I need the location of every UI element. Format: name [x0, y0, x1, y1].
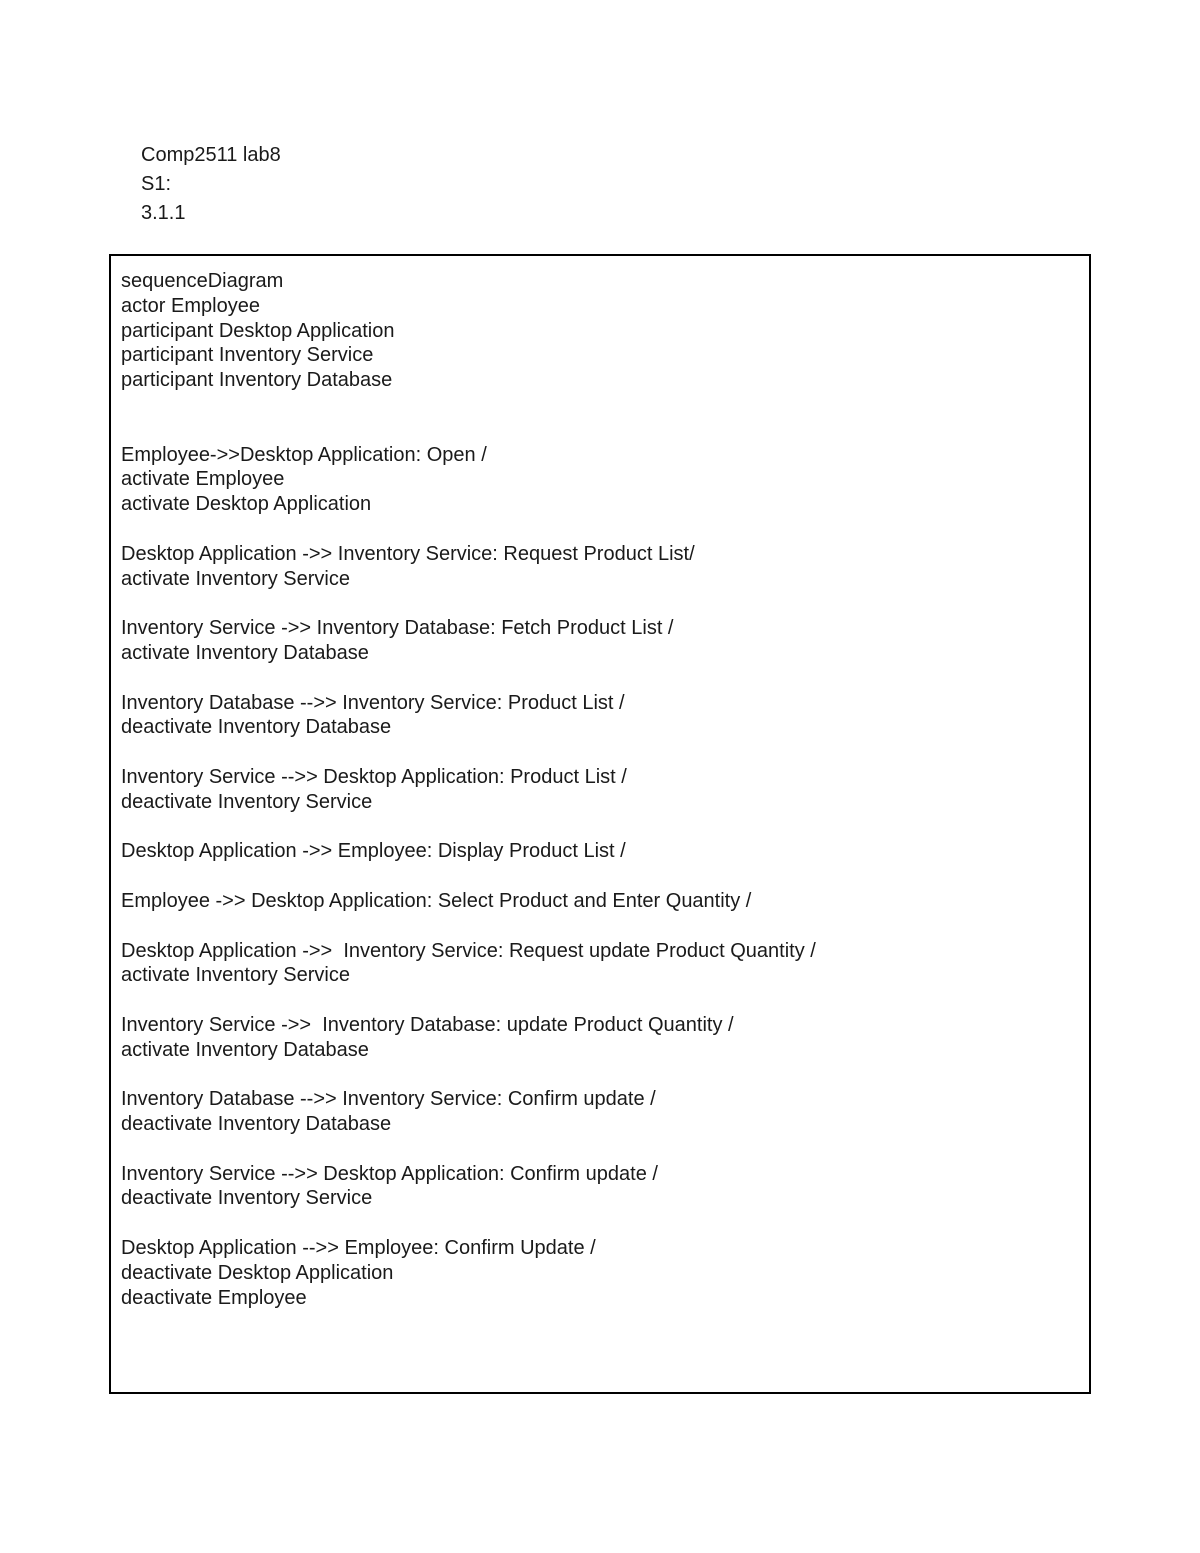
code-line: deactivate Inventory Database	[121, 1113, 392, 1136]
code-line: activate Inventory Service	[121, 567, 350, 590]
code-line	[121, 418, 816, 443]
code-line: participant Inventory Database	[121, 369, 393, 392]
code-line: Employee->>Desktop Application: Open /	[121, 443, 487, 466]
code-line	[121, 1137, 816, 1162]
code-lines	[121, 269, 816, 1310]
code-line	[121, 914, 816, 939]
code-line: Inventory Service ->> Inventory Database: update Product Quantity /	[121, 1013, 734, 1036]
code-line: activate Inventory Database	[121, 1038, 369, 1061]
code-line: Desktop Application ->> Inventory Service: Request update Product Quantity /	[121, 939, 816, 962]
code-line: Desktop Application -->> Employee: Confirm Update /	[121, 1237, 596, 1260]
code-line: activate Employee	[121, 468, 285, 491]
code-line: deactivate Inventory Service	[121, 790, 373, 813]
code-line	[121, 666, 816, 691]
code-line	[121, 517, 816, 542]
code-line	[121, 591, 816, 616]
code-line	[121, 393, 816, 418]
code-line: deactivate Desktop Application	[121, 1261, 394, 1284]
code-line	[121, 864, 816, 889]
code-line	[121, 988, 816, 1013]
document-heading	[141, 141, 281, 228]
code-line: Inventory Service -->> Desktop Application: Confirm update /	[121, 1162, 658, 1185]
code-line: Inventory Service -->> Desktop Application: Product List /	[121, 765, 627, 788]
code-line: activate Desktop Application	[121, 493, 372, 516]
code-line: Inventory Database -->> Inventory Service: Product List /	[121, 691, 625, 714]
code-line: Desktop Application ->> Employee: Display Product List /	[121, 840, 626, 863]
code-line: participant Desktop Application	[121, 319, 395, 342]
code-line	[121, 1063, 816, 1088]
code-line	[121, 740, 816, 765]
code-line: participant Inventory Service	[121, 344, 374, 367]
code-line: Desktop Application ->> Inventory Service: Request Product List/	[121, 542, 695, 565]
code-line: deactivate Employee	[121, 1286, 307, 1309]
code-line: deactivate Inventory Database	[121, 716, 392, 739]
code-line: activate Inventory Service	[121, 964, 350, 987]
code-line: actor Employee	[121, 294, 260, 317]
section-label: S1:	[141, 173, 172, 195]
course-title: Comp2511 lab8	[141, 144, 281, 166]
code-line	[121, 815, 816, 840]
code-line	[121, 1211, 816, 1236]
code-line: Inventory Service ->> Inventory Database: Fetch Product List /	[121, 617, 674, 640]
code-line: activate Inventory Database	[121, 641, 369, 664]
code-line: deactivate Inventory Service	[121, 1187, 373, 1210]
code-line: sequenceDiagram	[121, 270, 284, 292]
code-line: Employee ->> Desktop Application: Select Product and Enter Quantity /	[121, 889, 752, 912]
question-number: 3.1.1	[141, 202, 186, 224]
code-line: Inventory Database -->> Inventory Service: Confirm update /	[121, 1088, 656, 1111]
sequence-diagram-code-box	[109, 254, 1091, 1394]
